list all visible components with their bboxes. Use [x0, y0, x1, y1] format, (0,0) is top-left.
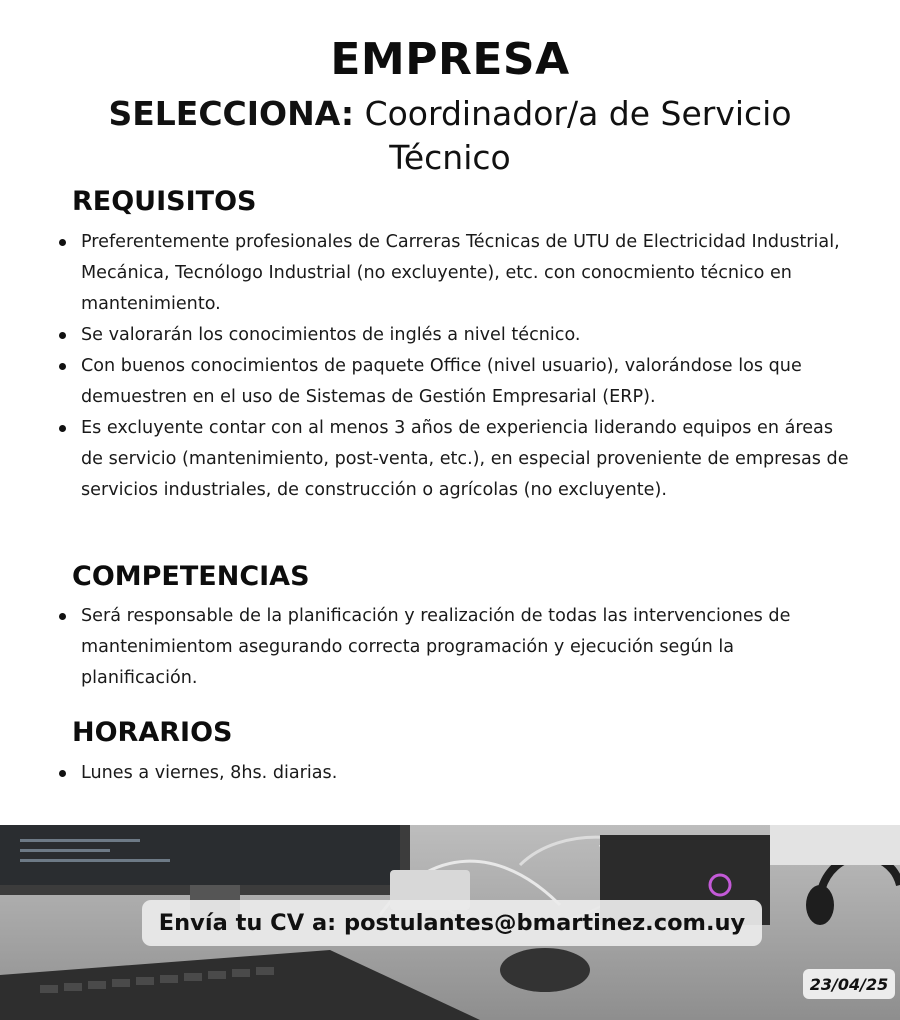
requisitos-list [56, 227, 856, 506]
bullet-icon [59, 613, 66, 620]
position-subtitle [80, 92, 820, 180]
requisitos-heading: REQUISITOS [72, 186, 257, 217]
date-badge: 23/04/25 [803, 969, 895, 999]
list-item: Preferentemente profesionales de Carreras Técnicas de UTU de Electricidad Industrial, Mecánica, Tecnólogo Industrial (no excluyente), etc. con conocmiento técnico en mantenimiento. [56, 227, 856, 320]
list-item: Con buenos conocimientos de paquete Office (nivel usuario), valorándose los que demuestren en el uso de Sistemas de Gestión Empresarial (ERP). [56, 351, 856, 413]
bullet-icon [59, 363, 66, 370]
list-item: Es excluyente contar con al menos 3 años de experiencia liderando equipos en áreas de servicio (mantenimiento, post-venta, etc.), en especial proveniente de empresas de servicios industriales, de construcción o agrícolas (no excluyente). [56, 413, 856, 506]
horarios-list [56, 758, 856, 789]
bullet-icon [59, 770, 66, 777]
list-item: Se valorarán los conocimientos de inglés a nivel técnico. [56, 320, 856, 351]
company-title: EMPRESA [330, 34, 570, 85]
list-item: Será responsable de la planificación y realización de todas las intervenciones de mantenimientom asegurando correcta programación y ejecución según la planificación. [56, 601, 856, 694]
list-item: Lunes a viernes, 8hs. diarias. [56, 758, 856, 789]
position-name: Coordinador/a de Servicio Técnico [364, 94, 792, 177]
horarios-heading: HORARIOS [72, 717, 233, 748]
bullet-icon [59, 239, 66, 246]
competencias-heading: COMPETENCIAS [72, 561, 310, 592]
bullet-icon [59, 332, 66, 339]
send-cv-callout: Envía tu CV a: postulantes@bmartinez.com.uy [142, 900, 762, 946]
selecciona-label: SELECCIONA: [108, 94, 355, 133]
competencias-list [56, 601, 856, 694]
bullet-icon [59, 425, 66, 432]
